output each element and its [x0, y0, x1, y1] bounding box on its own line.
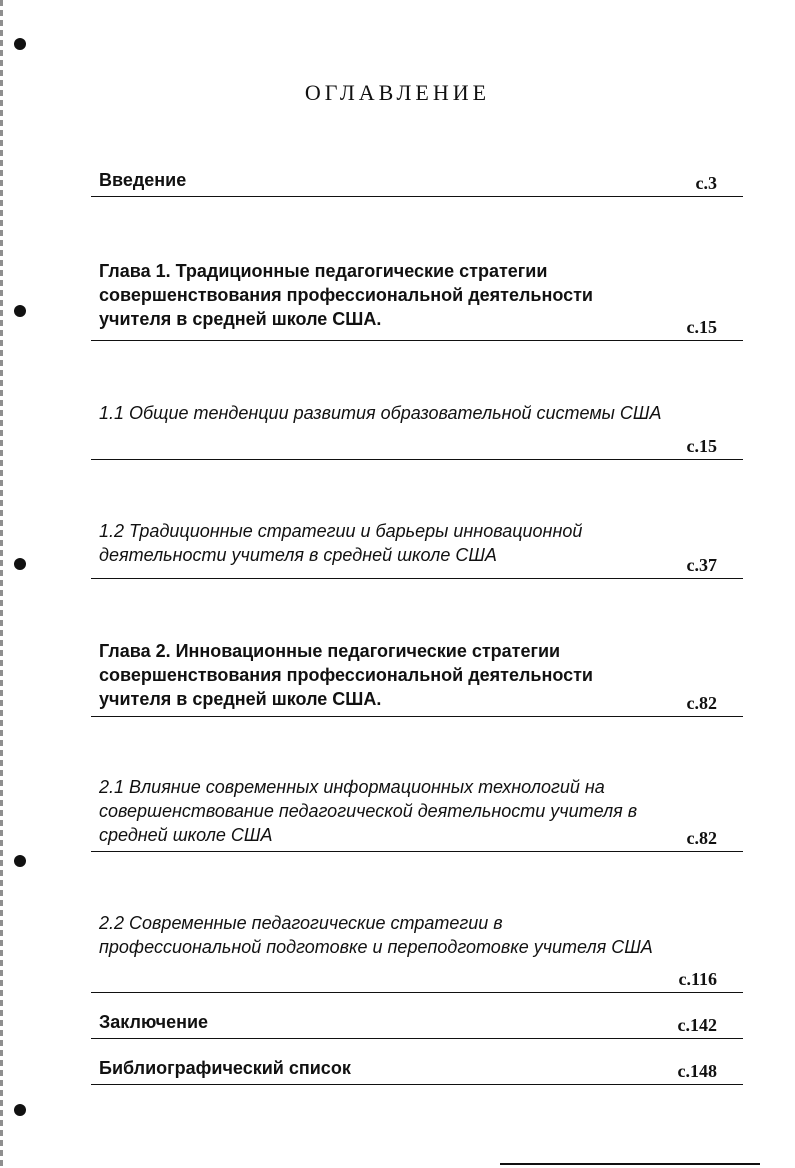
toc-entry-text: Заключение — [99, 1012, 209, 1032]
toc-entry-section-1-1[interactable] — [91, 392, 743, 460]
toc-entry-section-2-2[interactable] — [91, 902, 743, 993]
toc-entry-section-2-1[interactable] — [91, 766, 743, 852]
toc-page-number: с.15 — [686, 317, 717, 337]
scan-edge-shadow — [0, 0, 3, 1168]
toc-entry-bibliography[interactable] — [91, 1048, 743, 1085]
binder-hole — [14, 38, 26, 50]
toc-page-number: с.148 — [677, 1061, 717, 1081]
toc-page-number: с.142 — [677, 1015, 717, 1035]
page-bottom-rule — [500, 1163, 760, 1165]
toc-page-number: с.37 — [686, 555, 717, 575]
toc-page-number: с.82 — [686, 828, 717, 848]
toc-entry-section-1-2[interactable] — [91, 510, 743, 579]
page-title: ОГЛАВЛЕНИЕ — [304, 80, 491, 105]
toc-entry-introduction[interactable] — [91, 160, 743, 197]
toc-page-number: с.116 — [678, 969, 717, 989]
toc-entry-conclusion[interactable] — [91, 1002, 743, 1039]
binder-hole — [14, 558, 26, 570]
toc-entry-text: 2.2 Современные педагогические стратегии в профессиональной подготовке и переподготовке учителя США — [99, 913, 653, 957]
toc-entry-text: Библиографический список — [99, 1058, 351, 1078]
toc-entry-text: Глава 2. Инновационные педагогические стратегии совершенствования профессиональной деятельности учителя в средней школе США. — [99, 641, 593, 709]
binder-hole — [14, 855, 26, 867]
toc-entry-text: 1.2 Традиционные стратегии и барьеры инновационной деятельности учителя в средней школе США — [99, 521, 583, 565]
binder-hole — [14, 1104, 26, 1116]
toc-entry-text: 1.1 Общие тенденции развития образовательной системы США — [99, 403, 662, 423]
toc-entry-chapter-2[interactable] — [91, 630, 743, 717]
toc-page-number: с.15 — [686, 436, 717, 456]
toc-entry-chapter-1[interactable] — [91, 250, 743, 341]
toc-page-number: с.82 — [686, 693, 717, 713]
binder-hole — [14, 305, 26, 317]
toc-entry-text: Глава 1. Традиционные педагогические стратегии совершенствования профессиональной деятельности учителя в средней школе США. — [99, 261, 593, 329]
toc-entry-text: 2.1 Влияние современных информационных технологий на совершенствование педагогической деятельности учителя в средней школе США — [99, 777, 638, 845]
toc-entry-text: Введение — [99, 170, 187, 190]
toc-page-number: с.3 — [695, 173, 717, 193]
